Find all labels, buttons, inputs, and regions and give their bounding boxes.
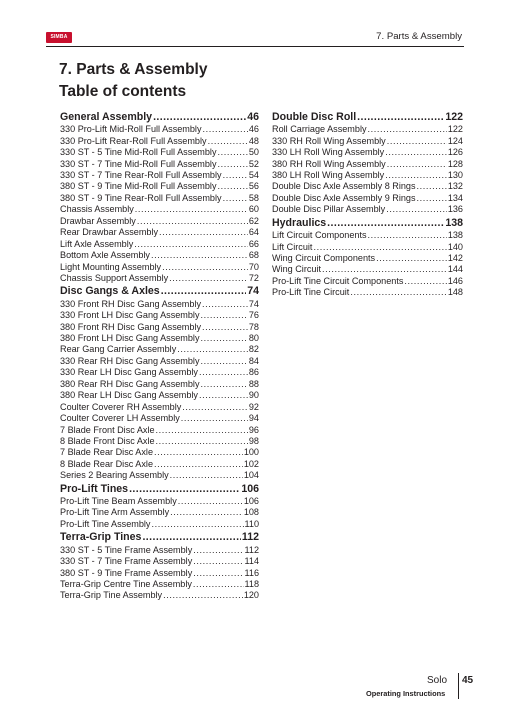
toc-page-number: 52: [248, 158, 259, 169]
toc-entry[interactable]: [272, 264, 463, 275]
toc-dot-leader: [357, 110, 444, 124]
toc-dot-leader: [151, 250, 248, 261]
toc-dot-leader: [404, 276, 446, 287]
toc-section-heading[interactable]: [60, 530, 259, 544]
toc-entry-title: Chassis Support Assembly: [60, 272, 169, 283]
toc-dot-leader: [170, 470, 243, 481]
toc-section-heading[interactable]: [60, 110, 259, 124]
toc-entry[interactable]: [60, 273, 259, 284]
toc-page-number: 58: [248, 192, 259, 203]
toc-page-number: 108: [243, 507, 259, 518]
toc-dot-leader: [154, 459, 243, 470]
toc-entry[interactable]: [60, 413, 259, 424]
toc-entry-title: Pro-Lift Tine Circuit: [272, 287, 350, 298]
toc-dot-leader: [154, 447, 243, 458]
toc-entry-title: Lift Axle Assembly: [60, 238, 134, 249]
toc-page-number: 102: [243, 458, 259, 469]
toc-entry[interactable]: [272, 242, 463, 253]
toc-dot-leader: [137, 216, 248, 227]
toc-entry[interactable]: [60, 459, 259, 470]
toc-entry-title: Drawbar Assembly: [60, 215, 136, 226]
toc-entry-title: 330 ST - 7 Tine Mid-Roll Full Assembly: [60, 158, 217, 169]
toc-dot-leader: [201, 379, 248, 390]
toc-dot-leader: [142, 530, 240, 544]
toc-dot-leader: [129, 482, 240, 496]
toc-entry-title: Coulter Coverer LH Assembly: [60, 413, 180, 424]
toc-entry-title: 330 Pro-Lift Rear-Roll Full Assembly: [60, 135, 207, 146]
toc-entry[interactable]: [60, 216, 259, 227]
toc-entry[interactable]: [272, 276, 463, 287]
toc-entry[interactable]: [60, 322, 259, 333]
toc-dot-leader: [193, 579, 244, 590]
toc-right-column: [272, 110, 463, 299]
brand-logo-text: SIMBA: [50, 34, 68, 40]
toc-entry[interactable]: [60, 556, 259, 567]
toc-entry[interactable]: [60, 545, 259, 556]
toc-entry[interactable]: [272, 136, 463, 147]
toc-entry-title: Double Disc Axle Assembly 9 Rings: [272, 192, 416, 203]
toc-entry[interactable]: [60, 470, 259, 481]
toc-entry[interactable]: [272, 287, 463, 298]
toc-entry-title: 7 Blade Rear Disc Axle: [60, 447, 154, 458]
toc-page-number: 98: [248, 435, 259, 446]
toc-dot-leader: [193, 568, 243, 579]
toc-page-number: 148: [447, 287, 463, 298]
toc-page-number: 62: [248, 215, 259, 226]
toc-page-number: 46: [247, 111, 259, 123]
toc-page-number: 46: [248, 124, 259, 135]
toc-page-number: 130: [447, 170, 463, 181]
toc-entry[interactable]: [272, 193, 463, 204]
toc-page-number: 82: [248, 344, 259, 355]
toc-entry[interactable]: [60, 250, 259, 261]
toc-page-number: 50: [248, 147, 259, 158]
toc-entry-title: Rear Gang Carrier Assembly: [60, 344, 177, 355]
toc-dot-leader: [387, 159, 447, 170]
toc-dot-leader: [201, 310, 248, 321]
toc-dot-leader: [417, 181, 447, 192]
toc-entry-title: 7 Blade Front Disc Axle: [60, 424, 155, 435]
toc-dot-leader: [170, 507, 243, 518]
toc-entry[interactable]: [60, 367, 259, 378]
toc-dot-leader: [417, 193, 447, 204]
toc-entry[interactable]: [60, 390, 259, 401]
toc-entry[interactable]: [60, 436, 259, 447]
toc-entry[interactable]: [272, 181, 463, 192]
toc-page-number: 146: [447, 275, 463, 286]
toc-entry-title: 330 Rear LH Disc Gang Assembly: [60, 367, 198, 378]
toc-page-number: 116: [244, 567, 259, 578]
toc-page-number: 72: [248, 272, 259, 283]
toc-dot-leader: [223, 193, 248, 204]
toc-entry[interactable]: [60, 170, 259, 181]
toc-dot-leader: [202, 322, 248, 333]
toc-entry[interactable]: [60, 590, 259, 601]
toc-entry-title: 8 Blade Rear Disc Axle: [60, 458, 154, 469]
toc-page-number: 118: [244, 578, 259, 589]
brand-logo: [46, 32, 72, 43]
toc-section-title: Pro-Lift Tines: [60, 482, 129, 495]
footer-manual-title: Operating Instructions: [366, 689, 446, 698]
toc-entry-title: 330 Front LH Disc Gang Assembly: [60, 310, 200, 321]
toc-page-number: 80: [248, 333, 259, 344]
toc-section-title: Disc Gangs & Axles: [60, 285, 160, 298]
toc-dot-leader: [153, 110, 246, 124]
toc-section-heading[interactable]: [60, 284, 259, 298]
toc-page-number: 136: [447, 204, 463, 215]
toc-dot-leader: [223, 170, 248, 181]
toc-entry-title: Light Mounting Assembly: [60, 261, 162, 272]
toc-entry-title: 330 ST - 7 Tine Rear-Roll Full Assembly: [60, 170, 222, 181]
toc-entry[interactable]: [60, 425, 259, 436]
toc-dot-leader: [161, 284, 247, 298]
toc-entry[interactable]: [60, 124, 259, 135]
toc-dot-leader: [193, 545, 243, 556]
toc-dot-leader: [182, 402, 248, 413]
toc-entry[interactable]: [60, 299, 259, 310]
toc-page-number: 74: [248, 298, 259, 309]
toc-entry-title: Lift Circuit Components: [272, 230, 367, 241]
toc-dot-leader: [201, 333, 248, 344]
toc-dot-leader: [218, 147, 248, 158]
toc-dot-leader: [159, 227, 248, 238]
footer-page-number: 45: [462, 675, 474, 686]
toc-dot-leader: [218, 159, 248, 170]
footer-divider: [458, 673, 459, 699]
toc-entry-title: Wing Circuit: [272, 264, 322, 275]
toc-page-number: 128: [447, 158, 463, 169]
toc-entry-title: 380 ST - 9 Tine Mid-Roll Full Assembly: [60, 181, 217, 192]
toc-page-number: 90: [248, 390, 259, 401]
toc-page-number: 70: [248, 261, 259, 272]
header-section-title: 7. Parts & Assembly: [376, 31, 462, 42]
toc-dot-leader: [218, 181, 248, 192]
toc-entry-title: Pro-Lift Tine Circuit Components: [272, 275, 404, 286]
toc-section-heading[interactable]: [272, 110, 463, 124]
toc-entry-title: Double Disc Pillar Assembly: [272, 204, 386, 215]
toc-dot-leader: [135, 204, 248, 215]
toc-left-column: [60, 110, 259, 602]
toc-entry-title: 8 Blade Front Disc Axle: [60, 435, 155, 446]
footer-product-name: Solo: [427, 675, 448, 686]
toc-dot-leader: [151, 519, 243, 530]
toc-page-number: 134: [447, 192, 463, 203]
toc-page-number: 88: [248, 378, 259, 389]
toc-dot-leader: [385, 170, 447, 181]
toc-page-number: 122: [445, 111, 463, 123]
toc-section-title: Hydraulics: [272, 216, 327, 229]
toc-page-number: 68: [248, 250, 259, 261]
toc-entry-title: 330 RH Roll Wing Assembly: [272, 135, 386, 146]
toc-dot-leader: [169, 273, 248, 284]
toc-entry-title: Double Disc Axle Assembly 8 Rings: [272, 181, 416, 192]
toc-entry-title: 330 Pro-Lift Mid-Roll Full Assembly: [60, 124, 202, 135]
toc-dot-leader: [202, 299, 248, 310]
toc-entry-title: 380 ST - 9 Tine Rear-Roll Full Assembly: [60, 192, 222, 203]
toc-entry[interactable]: [60, 402, 259, 413]
toc-entry-title: 380 LH Roll Wing Assembly: [272, 170, 385, 181]
toc-section-title: General Assembly: [60, 111, 153, 123]
toc-entry[interactable]: [272, 159, 463, 170]
toc-page-number: 100: [243, 447, 259, 458]
toc-dot-leader: [327, 216, 444, 230]
toc-page-number: 120: [243, 590, 259, 601]
toc-entry[interactable]: [272, 170, 463, 181]
toc-page-number: 106: [241, 482, 259, 495]
toc-dot-leader: [368, 124, 447, 135]
toc-page-number: 110: [244, 518, 259, 529]
toc-entry[interactable]: [60, 181, 259, 192]
toc-page-number: 132: [447, 181, 463, 192]
toc-page-number: 54: [248, 170, 259, 181]
toc-dot-leader: [387, 136, 447, 147]
toc-entry-title: 380 Front RH Disc Gang Assembly: [60, 321, 202, 332]
toc-entry-title: Pro-Lift Tine Beam Assembly: [60, 496, 177, 507]
toc-entry-title: 330 Front RH Disc Gang Assembly: [60, 298, 202, 309]
toc-entry[interactable]: [60, 356, 259, 367]
toc-title: Table of contents: [59, 83, 187, 100]
toc-entry[interactable]: [272, 124, 463, 135]
toc-entry-title: Chassis Assembly: [60, 204, 134, 215]
toc-entry-title: Pro-Lift Tine Assembly: [60, 518, 151, 529]
toc-page-number: 112: [244, 544, 259, 555]
toc-dot-leader: [163, 590, 243, 601]
toc-dot-leader: [386, 204, 447, 215]
toc-dot-leader: [199, 367, 248, 378]
toc-dot-leader: [385, 147, 447, 158]
page-header: [46, 29, 464, 47]
toc-entry-title: Bottom Axle Assembly: [60, 250, 150, 261]
toc-dot-leader: [156, 436, 248, 447]
toc-dot-leader: [208, 136, 248, 147]
toc-section-heading[interactable]: [272, 216, 463, 230]
toc-page-number: 140: [447, 241, 463, 252]
toc-entry[interactable]: [60, 519, 259, 530]
toc-entry[interactable]: [272, 204, 463, 215]
toc-entry[interactable]: [60, 147, 259, 158]
toc-page-number: 126: [447, 147, 463, 158]
toc-page-number: 74: [247, 285, 259, 298]
toc-page-number: 76: [248, 310, 259, 321]
toc-dot-leader: [199, 390, 248, 401]
toc-dot-leader: [201, 356, 248, 367]
toc-page-number: 142: [447, 252, 463, 263]
toc-entry-title: 330 ST - 5 Tine Mid-Roll Full Assembly: [60, 147, 217, 158]
toc-dot-leader: [376, 253, 447, 264]
toc-dot-leader: [162, 262, 248, 273]
toc-dot-leader: [181, 413, 248, 424]
toc-page-number: 56: [248, 181, 259, 192]
toc-entry-title: 330 LH Roll Wing Assembly: [272, 147, 385, 158]
toc-page-number: 104: [243, 470, 259, 481]
toc-entry[interactable]: [60, 344, 259, 355]
toc-entry-title: Terra-Grip Centre Tine Assembly: [60, 578, 192, 589]
toc-entry[interactable]: [60, 159, 259, 170]
toc-entry[interactable]: [272, 230, 463, 241]
toc-entry-title: Coulter Coverer RH Assembly: [60, 401, 182, 412]
header-divider: [46, 46, 464, 47]
toc-entry-title: 330 ST - 7 Tine Frame Assembly: [60, 556, 193, 567]
toc-dot-leader: [156, 425, 248, 436]
toc-dot-leader: [322, 264, 447, 275]
toc-entry-title: 380 Front LH Disc Gang Assembly: [60, 333, 200, 344]
toc-page-number: 78: [248, 321, 259, 332]
toc-page-number: 48: [248, 135, 259, 146]
toc-page-number: 114: [244, 556, 259, 567]
toc-entry[interactable]: [60, 568, 259, 579]
toc-entry-title: 330 ST - 5 Tine Frame Assembly: [60, 544, 193, 555]
toc-section-title: Double Disc Roll: [272, 111, 357, 123]
toc-page-number: 96: [248, 424, 259, 435]
toc-entry[interactable]: [60, 496, 259, 507]
toc-dot-leader: [178, 496, 243, 507]
toc-entry[interactable]: [272, 253, 463, 264]
toc-page-number: 138: [447, 230, 463, 241]
toc-dot-leader: [203, 124, 248, 135]
toc-page-number: 94: [248, 413, 259, 424]
toc-page-number: 112: [241, 531, 259, 544]
toc-dot-leader: [193, 556, 243, 567]
toc-entry[interactable]: [60, 507, 259, 518]
toc-section-heading[interactable]: [60, 482, 259, 496]
toc-section-title: Terra-Grip Tines: [60, 531, 142, 544]
toc-page-number: 84: [248, 355, 259, 366]
toc-entry-title: Pro-Lift Tine Arm Assembly: [60, 507, 170, 518]
toc-entry[interactable]: [272, 147, 463, 158]
toc-page-number: 122: [447, 124, 463, 135]
toc-page-number: 144: [447, 264, 463, 275]
toc-page-number: 106: [243, 496, 259, 507]
toc-dot-leader: [177, 344, 248, 355]
toc-entry-title: Lift Circuit: [272, 241, 313, 252]
toc-entry[interactable]: [60, 310, 259, 321]
toc-page-number: 60: [248, 204, 259, 215]
toc-entry[interactable]: [60, 227, 259, 238]
toc-entry-title: 380 Rear RH Disc Gang Assembly: [60, 378, 200, 389]
toc-entry-title: 330 Rear RH Disc Gang Assembly: [60, 355, 200, 366]
toc-entry[interactable]: [60, 239, 259, 250]
toc-entry[interactable]: [60, 379, 259, 390]
toc-entry[interactable]: [60, 579, 259, 590]
toc-dot-leader: [134, 239, 248, 250]
page-title: 7. Parts & Assembly: [59, 61, 208, 78]
toc-entry-title: Terra-Grip Tine Assembly: [60, 590, 163, 601]
toc-page-number: 138: [445, 216, 463, 229]
toc-entry[interactable]: [60, 447, 259, 458]
toc-entry-title: Roll Carriage Assembly: [272, 124, 367, 135]
toc-dot-leader: [368, 230, 447, 241]
toc-page-number: 66: [248, 238, 259, 249]
toc-entry[interactable]: [60, 333, 259, 344]
toc-entry-title: 380 RH Roll Wing Assembly: [272, 158, 386, 169]
toc-page-number: 64: [248, 227, 259, 238]
toc-entry[interactable]: [60, 204, 259, 215]
toc-page-number: 86: [248, 367, 259, 378]
toc-dot-leader: [350, 287, 446, 298]
toc-entry-title: 380 Rear LH Disc Gang Assembly: [60, 390, 198, 401]
toc-page-number: 92: [248, 401, 259, 412]
toc-entry[interactable]: [60, 262, 259, 273]
toc-dot-leader: [313, 242, 446, 253]
toc-entry[interactable]: [60, 193, 259, 204]
toc-page-number: 124: [447, 135, 463, 146]
toc-entry-title: Wing Circuit Components: [272, 252, 376, 263]
toc-entry-title: Series 2 Bearing Assembly: [60, 470, 169, 481]
toc-entry-title: 380 ST - 9 Tine Frame Assembly: [60, 567, 193, 578]
toc-entry-title: Rear Drawbar Assembly: [60, 227, 159, 238]
toc-entry[interactable]: [60, 136, 259, 147]
